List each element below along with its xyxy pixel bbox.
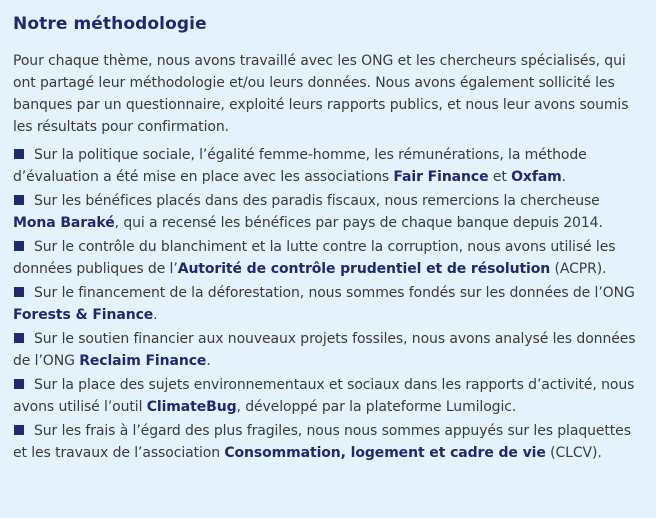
list-item: Sur le financement de la déforestation, nous sommes fondés sur les données de l’ONG Forests & Finance. [13,285,635,323]
square-bullet-icon [14,287,24,297]
intro-paragraph: Pour chaque thème, nous avons travaillé avec les ONG et les chercheurs spécialisés, qui ont partagé leur méthodologie et/ou leurs données. Nous avons également sollicité les banques par un questionnaire, exploité leurs rapports publics, et nous leur avons soumis les résultats pour confirmation. [13,53,629,135]
square-bullet-icon [14,241,24,251]
org-name: Oxfam [511,169,562,185]
list-item: Sur la place des sujets environnementaux et sociaux dans les rapports d’activité, nous avons utilisé l’outil ClimateBug, développé par la plateforme Lumilogic. [13,377,635,415]
org-name: Autorité de contrôle prudentiel et de résolution [177,261,551,277]
square-bullet-icon [14,195,24,205]
list-item: Sur la politique sociale, l’égalité femme-homme, les rémunérations, la méthode d’évaluation a été mise en place avec les associations Fair Finance et Oxfam. [13,147,587,185]
list-item: Sur le contrôle du blanchiment et la lutte contre la corruption, nous avons utilisé les données publiques de l’Autorité de contrôle prudentiel et de résolution (ACPR). [13,239,616,277]
researcher-name: Mona Baraké [13,215,115,231]
list-item: Sur les frais à l’égard des plus fragiles, nous nous sommes appuyés sur les plaquettes et les travaux de l’association Consommation, logement et cadre de vie (CLCV). [13,423,631,461]
tool-name: ClimateBug [146,399,237,415]
org-name: Forests & Finance [13,307,154,323]
square-bullet-icon [14,379,24,389]
section-title: Notre méthodologie [13,14,207,34]
square-bullet-icon [14,333,24,343]
methodology-list [13,144,644,464]
list-item: Sur les bénéfices placés dans des paradis fiscaux, nous remercions la chercheuse Mona Baraké, qui a recensé les bénéfices par pays de chaque banque depuis 2014. [13,193,603,231]
org-name: Consommation, logement et cadre de vie [224,445,546,461]
org-name: Fair Finance [393,169,489,185]
org-name: Reclaim Finance [79,353,207,369]
list-item: Sur le soutien financier aux nouveaux projets fossiles, nous avons analysé les données de l’ONG Reclaim Finance. [13,331,636,369]
square-bullet-icon [14,425,24,435]
square-bullet-icon [14,149,24,159]
